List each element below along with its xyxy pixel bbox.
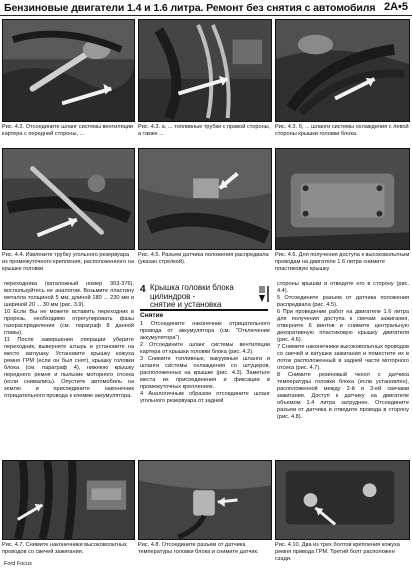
paragraph: 10 Если Вы не можете вставить переходник в прорезь, необходимо отрегулировать фазы газораспределения (см. параграф 8 данной главы). [4,309,134,336]
footer-text: Ford Focus [4,561,32,567]
photo-4-7 [2,460,135,540]
text-column-middle [140,321,270,457]
photo-4-3b [275,19,410,122]
caption-4-8: Рис. 4.8. Отсоедините разъем от датчика температуры головки блока и снимите датчик. [138,542,259,555]
caption-4-3a: Рис. 4.3. а, ... топливные трубки с правой стороны, а также ... [138,124,271,137]
section-divider [140,309,268,311]
caption-4-4: Рис. 4.4. Извлеките трубку угольного резервуара из промежуточного крепления, расположенного на крышке головки. [2,252,134,272]
section-number: 4 [140,284,146,295]
paragraph: 6 При проведении работ на двигателе 1.6 литра для получения доступа к свечам зажигания, отверните 6 винтов и снимите центральную декоративную пластиковую крышку двигателя (рис. 4.6). [277,309,409,343]
photo-4-4 [2,148,135,250]
photo-4-6 [275,148,410,250]
paragraph: 4 Аналогичным образом отсоедините шланг угольного резервуара от задней [140,391,270,404]
photo-4-2 [2,19,135,122]
paragraph: 3 Снимите топливные, вакуумные шланги и шланги системы охлаждения со штуцеров, расположенных на крышке (рис. 4.3). Заметьте места их присоединения и фиксации в промежуточных креплениях. [140,356,270,390]
photo-4-5 [138,148,272,250]
photo-4-10 [275,460,410,540]
section-header [140,284,268,312]
header-title: Бензиновые двигатели 1.4 и 1.6 литра. Ремонт без снятия с автомобиля [4,2,376,14]
paragraph: 2 Отсоедините шланг системы вентиляции картера от крышки головки блока (рис. 4.2). [140,342,270,355]
text-column-right [277,281,409,457]
subsection-title: Снятие [140,312,164,319]
text-column-left [4,281,134,457]
paragraph: 7 Снимите наконечники высоковольтных проводов со свечей и катушки зажигания и поместите их в лоток расположенный в задней части моторного отсека (рис. 4.7). [277,344,409,371]
page-number: 2A•5 [383,1,408,13]
section-title: Крышка головки блока цилиндров - снятие и установка [150,283,234,309]
paragraph: 11 После завершения операции уберите переходник, выверните штырь и установите на место заглушку. Установите крышку кожуха ремня ГРМ (если он был снят), крышку головки блока (см. параграф 4), нижнюю крышку переднего ремня и пыльник моторного отсека (если снимались). Опустите автомобиль на землю и присоедините наконечник отрицательного провода к клемме аккумулятора. [4,337,134,399]
page-header [0,0,412,16]
caption-4-5: Рис. 4.5. Разъем датчика положения распредвала (указан стрелкой). [138,252,269,265]
paragraph: 1 Отсоедините наконечник отрицательного провода от аккумулятора (см. "Отключение аккумулятора"). [140,321,270,341]
caption-4-10: Рис. 4.10. Два из трех болтов крепления кожуха ремня привода ГРМ. Третий болт расположен сзади. [275,542,400,562]
caption-4-3b: Рис. 4.3. б, ... шланги системы охлаждения с левой стороны крышки головки блока. [275,124,409,137]
paragraph: 5 Отсоедините разъем от датчика положения распредвала (рис. 4.5). [277,295,409,308]
paragraph: переходника (каталожный номер 303-376), воспользуйтесь ее аналогом. Возьмите пластину металла толщиной 5 мм, длиной 180 ... 230 мм и шириной 20 ... 30 мм (рис. 3.9). [4,281,134,308]
paragraph: 8 Снимите резиновый чехол с датчика температуры головки блока (если установлен), расположенной между 2-й и 3-ей свечами зажигания. Доступ к датчику на двигателе объемом 1.4 литра затруднен. Отсоедините разъем от датчика и отведите провода в сторону (рис. 4.8). [277,372,409,420]
caption-4-7: Рис. 4.7. Снимите наконечники высоковольтных проводов со свечей зажигания. [2,542,127,555]
caption-4-2: Рис. 4.2. Отсоедините шланг системы вентиляции картера с передней стороны, ... [2,124,134,137]
caption-4-6: Рис. 4.6. Для получения доступа к высоковольтным проводам на двигателе 1.6 литра снимите пластиковую крышку [275,252,410,272]
photo-4-8 [138,460,272,540]
photo-4-3a [138,19,272,122]
paragraph: стороны крышки и отведите его в сторону (рис. 4.4). [277,281,409,294]
tools-icon [258,285,270,303]
